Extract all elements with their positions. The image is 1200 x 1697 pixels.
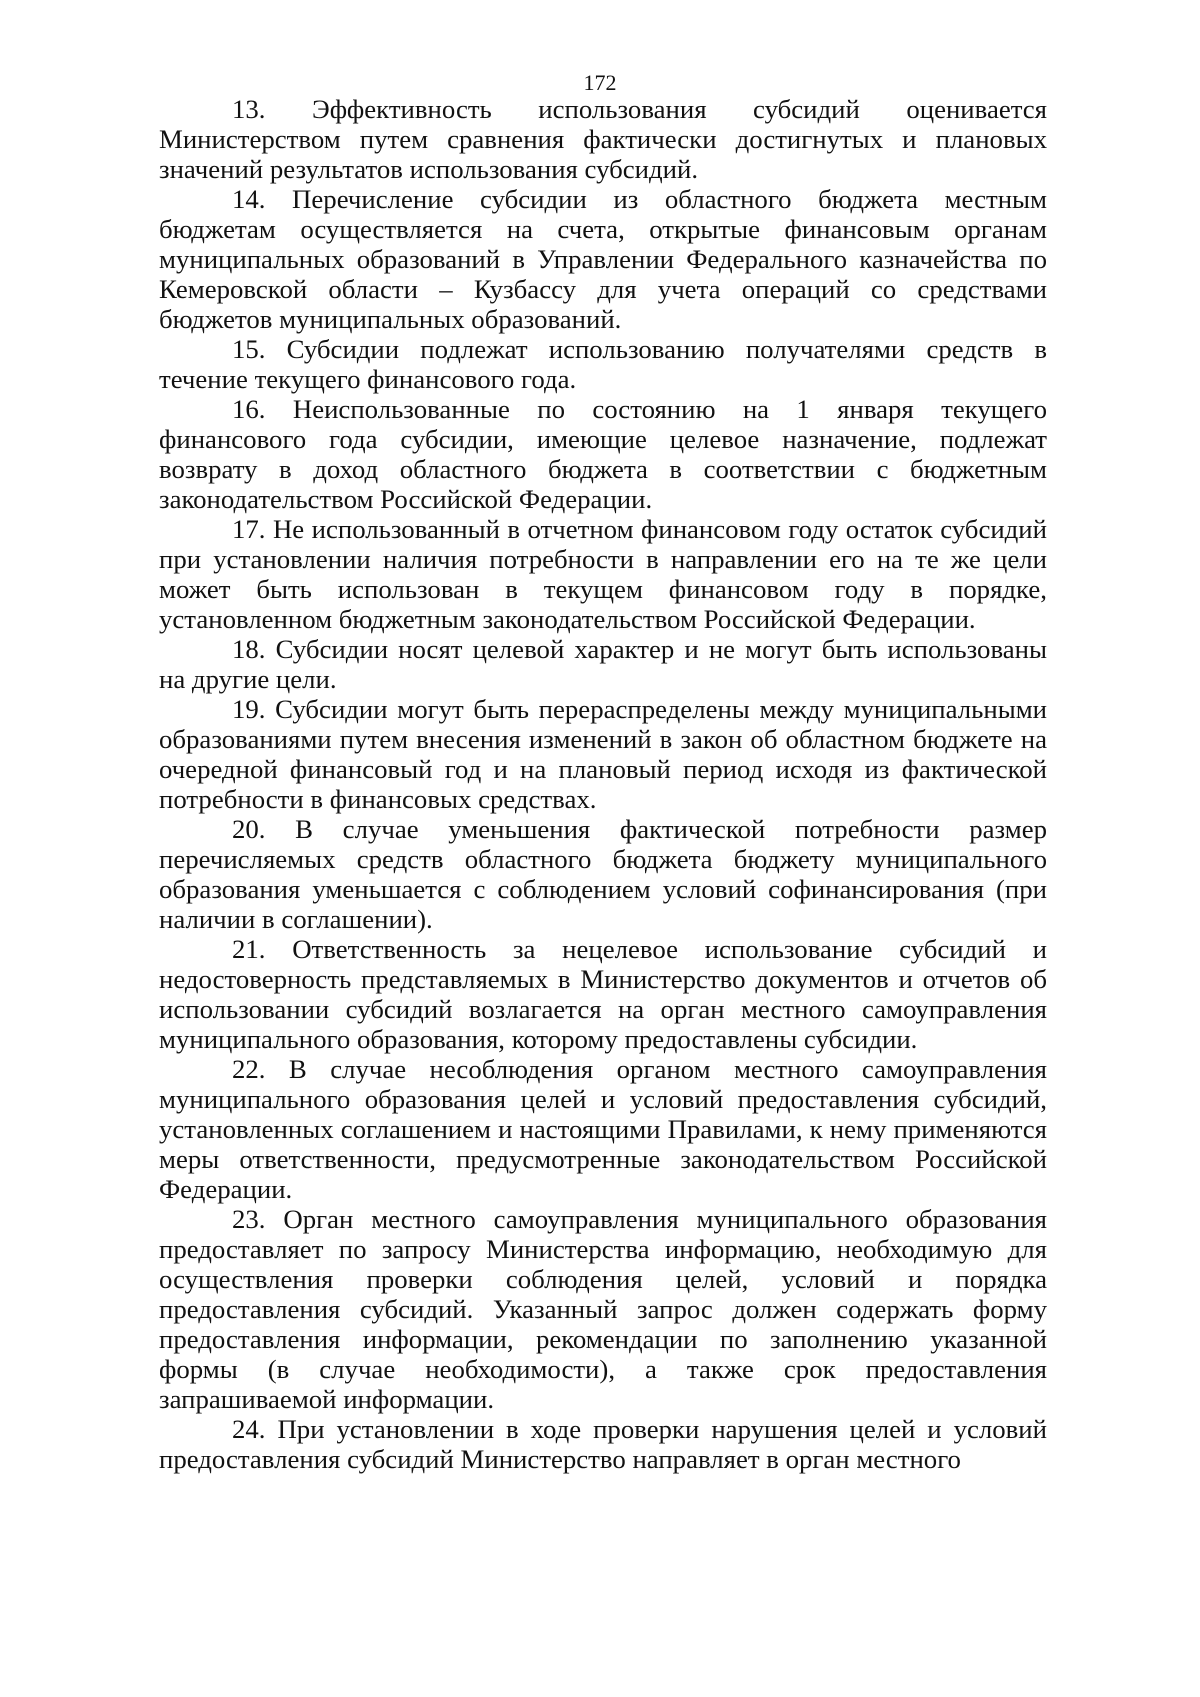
paragraph-24: 24. При установлении в ходе проверки нарушения целей и условий предоставления субсидий Министерство направляет в орган местного — [159, 1414, 1047, 1474]
paragraph-22: 22. В случае несоблюдения органом местного самоуправления муниципального образования целей и условий предоставления субсидий, установленных соглашением и настоящими Правилами, к нему применяются меры ответственности, предусмотренные законодательством Российской Федерации. — [159, 1054, 1047, 1204]
paragraph-15: 15. Субсидии подлежат использованию получателями средств в течение текущего финансового года. — [159, 334, 1047, 394]
document-body — [159, 94, 1047, 1474]
paragraph-23: 23. Орган местного самоуправления муниципального образования предоставляет по запросу Министерства информацию, необходимую для осуществления проверки соблюдения целей, условий и порядка предоставления субсидий. Указанный запрос должен содержать форму предоставления информации, рекомендации по заполнению указанной формы (в случае необходимости), а также срок предоставления запрашиваемой информации. — [159, 1204, 1047, 1414]
paragraph-14: 14. Перечисление субсидии из областного бюджета местным бюджетам осуществляется на счета, открытые финансовым органам муниципальных образований в Управлении Федерального казначейства по Кемеровской области – Кузбассу для учета операций со средствами бюджетов муниципальных образований. — [159, 184, 1047, 334]
paragraph-17: 17. Не использованный в отчетном финансовом году остаток субсидий при установлении наличия потребности в направлении его на те же цели может быть использован в текущем финансовом году в порядке, установленном бюджетным законодательством Российской Федерации. — [159, 514, 1047, 634]
page-number: 172 — [583, 70, 617, 95]
paragraph-13: 13. Эффективность использования субсидий оценивается Министерством путем сравнения фактически достигнутых и плановых значений результатов использования субсидий. — [159, 94, 1047, 184]
paragraph-16: 16. Неиспользованные по состоянию на 1 января текущего финансового года субсидии, имеющие целевое назначение, подлежат возврату в доход областного бюджета в соответствии с бюджетным законодательством Российской Федерации. — [159, 394, 1047, 514]
paragraph-19: 19. Субсидии могут быть перераспределены между муниципальными образованиями путем внесения изменений в закон об областном бюджете на очередной финансовый год и на плановый период исходя из фактической потребности в финансовых средствах. — [159, 694, 1047, 814]
paragraph-21: 21. Ответственность за нецелевое использование субсидий и недостоверность представляемых в Министерство документов и отчетов об использовании субсидий возлагается на орган местного самоуправления муниципального образования, которому предоставлены субсидии. — [159, 934, 1047, 1054]
paragraph-18: 18. Субсидии носят целевой характер и не могут быть использованы на другие цели. — [159, 634, 1047, 694]
paragraph-20: 20. В случае уменьшения фактической потребности размер перечисляемых средств областного бюджета бюджету муниципального образования уменьшается с соблюдением условий софинансирования (при наличии в соглашении). — [159, 814, 1047, 934]
